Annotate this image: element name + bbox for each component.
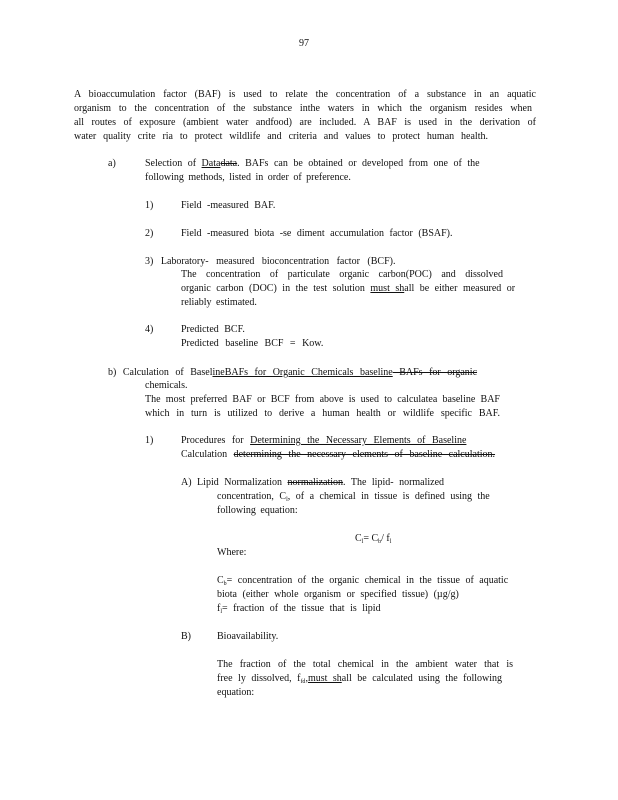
item-2-number: 2) xyxy=(145,228,154,239)
bioavailability-line-3: equation: xyxy=(217,687,255,698)
item-4-number: 4) xyxy=(145,324,154,335)
item-3-heading: 3) Laboratory- measured bioconcentration factor (BCF). xyxy=(145,256,396,267)
lipid-normalization-line-2: concentration, $C_l$, of a chemical in tissue is defined using the xyxy=(217,491,490,503)
intro-line-4: water quality crite ria to protect wildlife and criteria and values to protect human health. xyxy=(74,131,488,142)
definition-cb-line-2: biota (either whole organism or specified tissue) (µg/g) xyxy=(217,589,459,600)
sub-item-1-line-1: Procedures for Determining the Necessary Elements of Baseline xyxy=(181,435,467,446)
section-b-heading: b) Calculation of BaselineBAFs for Organic Chemicals baseline BAFs for organic xyxy=(108,367,478,378)
section-a-line-2: following methods, listed in order of preference. xyxy=(145,172,351,183)
lipid-normalization-heading: A) Lipid Normalization normalization. The lipid- normalized xyxy=(181,477,445,488)
definition-cb: $C_b=$ concentration of the organic chemical in the tissue of aquatic xyxy=(217,575,509,587)
definition-fl: $f_l=$ fraction of the tissue that is lipid xyxy=(217,603,381,615)
item-3-line-1: The concentration of particulate organic carbon(POC) and dissolved xyxy=(181,269,503,280)
section-b-para-line-2: which in turn is utilized to derive a human health or wildlife specific BAF. xyxy=(145,408,500,419)
lipid-normalization-line-3: following equation: xyxy=(217,505,298,516)
sub-item-1-number: 1) xyxy=(145,435,154,446)
item-2-text: Field -measured biota -se diment accumulation factor (BSAF). xyxy=(181,228,453,239)
item-3-line-3: reliably estimated. xyxy=(181,297,257,308)
item-1-text: Field -measured BAF. xyxy=(181,200,276,211)
intro-line-3: all routes of exposure (ambient water andfood) are included. A BAF is used in the derivation of xyxy=(74,117,536,128)
page-number: 97 xyxy=(299,38,309,49)
bioavailability-marker: B) xyxy=(181,631,191,642)
item-1-number: 1) xyxy=(145,200,154,211)
bioavailability-line-1: The fraction of the total chemical in the ambient water that is xyxy=(217,659,513,670)
sub-item-1-line-2: Calculation determining the necessary elements of baseline calculation. xyxy=(181,449,496,460)
intro-line-2: organism to the concentration of the substance inthe waters in which the organism resides when xyxy=(74,103,532,114)
section-a-marker: a) xyxy=(108,158,116,169)
section-b-heading-line-2: chemicals. xyxy=(145,380,188,391)
bioavailability-title: Bioavailability. xyxy=(217,631,279,642)
item-3-line-2: organic carbon (DOC) in the test solution must shall be either measured or xyxy=(181,283,516,294)
item-4-line-1: Predicted BCF. xyxy=(181,324,245,335)
lipid-equation: $C_l= C_b/$ $f_l$ xyxy=(355,533,392,545)
where-label: Where: xyxy=(217,547,247,558)
item-4-line-2: Predicted baseline BCF = Kow. xyxy=(181,338,324,349)
bioavailability-line-2: free ly dissolved, $f_{fd},must$ shall be calculated using the following xyxy=(217,673,503,685)
intro-line-1: A bioaccumulation factor (BAF) is used to relate the concentration of a substance in an aquatic xyxy=(74,89,536,100)
section-a-heading: Selection of Datadata. BAFs can be obtained or developed from one of the xyxy=(145,158,480,169)
section-b-para-line-1: The most preferred BAF or BCF from above is used to calculatea baseline BAF xyxy=(145,394,500,405)
